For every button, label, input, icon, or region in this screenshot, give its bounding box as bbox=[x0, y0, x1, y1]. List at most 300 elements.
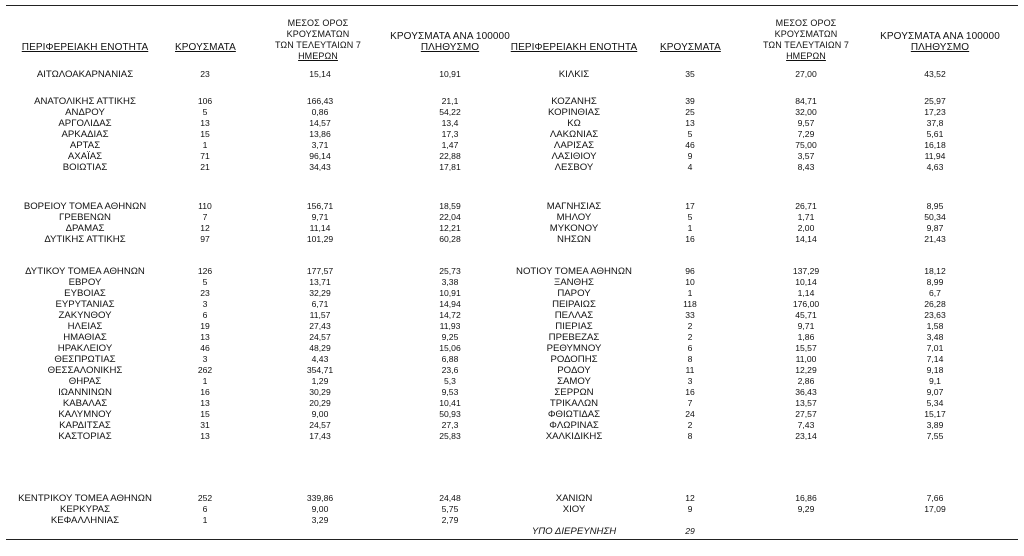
right-avg-cell: 7,43 bbox=[797, 420, 815, 430]
right-cases-cell: 33 bbox=[685, 310, 695, 320]
left-cases-cell: 13 bbox=[200, 398, 210, 408]
right-header-avg-line: ΜΕΣΟΣ ΟΡΟΣ ΚΡΟΥΣΜΑΤΩΝ bbox=[774, 18, 838, 39]
right-cases-cell: 35 bbox=[685, 69, 695, 79]
right-per100k-cell: 7,66 bbox=[926, 493, 944, 503]
left-header-avg-line: ΜΕΣΟΣ ΟΡΟΣ ΚΡΟΥΣΜΑΤΩΝ bbox=[286, 18, 350, 39]
right-table-row bbox=[0, 140, 1024, 151]
right-per100k-cell: 17,23 bbox=[924, 107, 946, 117]
right-per100k-cell: 26,28 bbox=[924, 299, 946, 309]
right-table-row bbox=[0, 376, 1024, 387]
right-region-cell: ΜΥΚΟΝΟΥ bbox=[549, 223, 599, 234]
right-header-avg bbox=[746, 18, 866, 62]
left-cases-cell: 31 bbox=[200, 420, 210, 430]
right-avg-cell: 12,29 bbox=[795, 365, 817, 375]
right-per100k-cell: 21,43 bbox=[924, 234, 946, 244]
left-per100k-cell: 50,93 bbox=[439, 409, 461, 419]
right-avg-cell: 1,86 bbox=[797, 332, 815, 342]
right-table-row bbox=[0, 266, 1024, 277]
left-cases-cell: 106 bbox=[197, 96, 213, 106]
left-avg-cell: 11,14 bbox=[309, 223, 331, 233]
left-per100k-cell: 14,94 bbox=[439, 299, 461, 309]
left-per100k-cell: 9,25 bbox=[441, 332, 459, 342]
bottom-rule bbox=[6, 539, 1018, 540]
right-avg-cell: 27,00 bbox=[795, 69, 817, 79]
right-cases-cell: 3 bbox=[687, 376, 693, 386]
right-header-avg-line: ΗΜΕΡΩΝ bbox=[786, 51, 826, 61]
left-per100k-cell: 9,53 bbox=[441, 387, 459, 397]
left-cases-cell: 3 bbox=[202, 299, 208, 309]
left-avg-cell: 24,57 bbox=[309, 420, 331, 430]
right-table-row bbox=[0, 299, 1024, 310]
left-region-cell: ΑΝΑΤΟΛΙΚΗΣ ΑΤΤΙΚΗΣ bbox=[34, 96, 136, 107]
right-per100k-cell: 1,58 bbox=[926, 321, 944, 331]
left-per100k-cell: 21,1 bbox=[441, 96, 459, 106]
right-table-row bbox=[0, 277, 1024, 288]
right-table-row bbox=[0, 212, 1024, 223]
right-region-cell: ΛΑΡΙΣΑΣ bbox=[553, 140, 595, 151]
right-region-cell: ΦΛΩΡΙΝΑΣ bbox=[549, 420, 599, 431]
right-cases-cell: 2 bbox=[687, 321, 693, 331]
right-table-row bbox=[0, 504, 1024, 515]
right-region-cell: ΡΟΔΟΥ bbox=[557, 365, 591, 376]
right-per100k-cell: 11,94 bbox=[924, 151, 946, 161]
left-region-cell: ΒΟΙΩΤΙΑΣ bbox=[62, 162, 108, 173]
left-per100k-cell: 15,06 bbox=[439, 343, 461, 353]
right-region-cell: ΥΠΟ ΔΙΕΡΕΥΝΗΣΗ bbox=[531, 526, 617, 537]
left-avg-cell: 20,29 bbox=[309, 398, 331, 408]
right-region-cell: ΚΩ bbox=[567, 118, 581, 129]
left-per100k-cell: 10,91 bbox=[439, 69, 461, 79]
left-region-cell: ΚΕΡΚΥΡΑΣ bbox=[59, 504, 110, 515]
right-cases-cell: 13 bbox=[685, 118, 695, 128]
left-region-cell: ΗΡΑΚΛΕΙΟΥ bbox=[57, 343, 113, 354]
left-region-cell: ΑΙΤΩΛΟΑΚΑΡΝΑΝΙΑΣ bbox=[36, 69, 134, 80]
right-per100k-cell: 43,52 bbox=[924, 69, 946, 79]
left-region-cell: ΘΗΡΑΣ bbox=[68, 376, 102, 387]
left-avg-cell: 3,29 bbox=[311, 515, 329, 525]
right-avg-cell: 11,00 bbox=[795, 354, 817, 364]
left-cases-cell: 23 bbox=[200, 288, 210, 298]
left-per100k-cell: 54,22 bbox=[439, 107, 461, 117]
right-table-row bbox=[0, 354, 1024, 365]
right-region-cell: ΜΗΛΟΥ bbox=[556, 212, 592, 223]
left-header-per100k-line: ΚΡΟΥΣΜΑΤΑ ΑΝΑ 100000 bbox=[390, 31, 510, 42]
right-avg-cell: 32,00 bbox=[795, 107, 817, 117]
right-per100k-cell: 9,07 bbox=[926, 387, 944, 397]
right-avg-cell: 45,71 bbox=[795, 310, 817, 320]
left-region-cell: ΕΒΡΟΥ bbox=[68, 277, 102, 288]
right-region-cell: ΧΑΛΚΙΔΙΚΗΣ bbox=[545, 431, 603, 442]
right-table-row bbox=[0, 107, 1024, 118]
left-header-region-text: ΠΕΡΙΦΕΡΕΙΑΚΗ ΕΝΟΤΗΤΑ bbox=[21, 42, 149, 53]
right-per100k-cell: 16,18 bbox=[924, 140, 946, 150]
left-per100k-cell: 6,88 bbox=[441, 354, 459, 364]
right-table-row bbox=[0, 69, 1024, 80]
right-avg-cell: 8,43 bbox=[797, 162, 815, 172]
left-avg-cell: 17,43 bbox=[309, 431, 331, 441]
left-header-cases bbox=[175, 42, 235, 53]
left-region-cell: ΕΥΒΟΙΑΣ bbox=[64, 288, 106, 299]
right-region-cell: ΠΑΡΟΥ bbox=[557, 288, 591, 299]
right-region-cell: ΝΟΤΙΟΥ ΤΟΜΕΑ ΑΘΗΝΩΝ bbox=[516, 266, 632, 277]
right-table-row bbox=[0, 431, 1024, 442]
left-cases-cell: 15 bbox=[200, 129, 210, 139]
left-cases-cell: 110 bbox=[198, 201, 212, 211]
right-region-cell: ΠΡΕΒΕΖΑΣ bbox=[548, 332, 600, 343]
left-per100k-cell: 5,3 bbox=[444, 376, 456, 386]
right-region-cell: ΜΑΓΝΗΣΙΑΣ bbox=[546, 201, 602, 212]
left-per100k-cell: 25,83 bbox=[439, 431, 461, 441]
left-region-cell: ΗΜΑΘΙΑΣ bbox=[63, 332, 107, 343]
right-avg-cell: 10,14 bbox=[795, 277, 817, 287]
left-avg-cell: 3,71 bbox=[311, 140, 329, 150]
left-region-cell: ΚΑΡΔΙΤΣΑΣ bbox=[59, 420, 111, 431]
right-cases-cell: 5 bbox=[687, 212, 693, 222]
right-per100k-cell: 9,87 bbox=[926, 223, 944, 233]
right-region-cell: ΛΑΚΩΝΙΑΣ bbox=[549, 129, 599, 140]
right-cases-cell: 2 bbox=[687, 420, 693, 430]
left-region-cell: ΘΕΣΠΡΩΤΙΑΣ bbox=[54, 354, 116, 365]
right-per100k-cell: 25,97 bbox=[924, 96, 946, 106]
right-cases-cell: 118 bbox=[683, 299, 697, 309]
right-per100k-cell: 8,95 bbox=[926, 201, 944, 211]
right-region-cell: ΧΙΟΥ bbox=[562, 504, 586, 515]
right-avg-cell: 27,57 bbox=[795, 409, 817, 419]
left-cases-cell: 23 bbox=[200, 69, 210, 79]
left-cases-cell: 1 bbox=[202, 140, 208, 150]
right-cases-cell: 24 bbox=[685, 409, 695, 419]
left-avg-cell: 354,71 bbox=[306, 365, 334, 375]
right-per100k-cell: 5,61 bbox=[926, 129, 944, 139]
right-table-row bbox=[0, 526, 1024, 537]
left-per100k-cell: 24,48 bbox=[439, 493, 461, 503]
left-header-region bbox=[10, 42, 160, 53]
right-cases-cell: 2 bbox=[687, 332, 693, 342]
left-cases-cell: 1 bbox=[202, 515, 208, 525]
right-avg-cell: 2,86 bbox=[797, 376, 815, 386]
left-region-cell: ΑΡΚΑΔΙΑΣ bbox=[61, 129, 109, 140]
left-avg-cell: 30,29 bbox=[309, 387, 331, 397]
right-avg-cell: 14,14 bbox=[795, 234, 817, 244]
right-avg-cell: 16,86 bbox=[795, 493, 817, 503]
left-cases-cell: 13 bbox=[200, 332, 210, 342]
right-region-cell: ΠΕΙΡΑΙΩΣ bbox=[552, 299, 596, 310]
left-per100k-cell: 17,81 bbox=[439, 162, 461, 172]
right-cases-cell: 96 bbox=[685, 266, 695, 276]
right-region-cell: ΡΕΘΥΜΝΟΥ bbox=[546, 343, 602, 354]
right-per100k-cell: 9,1 bbox=[929, 376, 941, 386]
right-table-row bbox=[0, 332, 1024, 343]
left-cases-cell: 262 bbox=[197, 365, 213, 375]
right-header-per100k bbox=[870, 31, 1010, 53]
right-per100k-cell: 15,17 bbox=[924, 409, 946, 419]
right-cases-cell: 6 bbox=[687, 343, 693, 353]
right-per100k-cell: 6,7 bbox=[929, 288, 941, 298]
right-per100k-cell: 7,14 bbox=[926, 354, 944, 364]
right-table-row bbox=[0, 162, 1024, 173]
right-avg-cell: 13,57 bbox=[795, 398, 817, 408]
left-avg-cell: 32,29 bbox=[309, 288, 331, 298]
right-region-cell: ΠΙΕΡΙΑΣ bbox=[555, 321, 593, 332]
right-region-cell: ΦΘΙΩΤΙΔΑΣ bbox=[547, 409, 601, 420]
left-per100k-cell: 10,41 bbox=[439, 398, 461, 408]
left-per100k-cell: 13,4 bbox=[441, 118, 459, 128]
right-avg-cell: 7,29 bbox=[797, 129, 815, 139]
right-table-row bbox=[0, 321, 1024, 332]
left-cases-cell: 3 bbox=[202, 354, 208, 364]
right-region-cell: ΤΡΙΚΑΛΩΝ bbox=[549, 398, 599, 409]
left-header-per100k-line: ΠΛΗΘΥΣΜΟ bbox=[420, 42, 480, 53]
left-header-cases-text: ΚΡΟΥΣΜΑΤΑ bbox=[175, 42, 236, 53]
left-header-avg-line: ΤΩΝ ΤΕΛΕΥΤΑΙΩΝ 7 bbox=[274, 40, 362, 50]
right-avg-cell: 9,71 bbox=[797, 321, 815, 331]
right-per100k-cell: 23,63 bbox=[924, 310, 946, 320]
right-avg-cell: 26,71 bbox=[795, 201, 817, 211]
left-region-cell: ΖΑΚΥΝΘΟΥ bbox=[58, 310, 112, 321]
right-avg-cell: 36,43 bbox=[795, 387, 817, 397]
left-cases-cell: 13 bbox=[200, 118, 210, 128]
right-cases-cell: 39 bbox=[685, 96, 695, 106]
right-table-row bbox=[0, 493, 1024, 504]
left-avg-cell: 11,57 bbox=[309, 310, 331, 320]
left-region-cell: ΙΩΑΝΝΙΝΩΝ bbox=[58, 387, 112, 398]
right-table-row bbox=[0, 118, 1024, 129]
left-avg-cell: 48,29 bbox=[309, 343, 331, 353]
left-avg-cell: 6,71 bbox=[311, 299, 329, 309]
right-per100k-cell: 17,09 bbox=[924, 504, 946, 514]
right-avg-cell: 9,57 bbox=[797, 118, 815, 128]
right-avg-cell: 2,00 bbox=[797, 223, 815, 233]
right-cases-cell: 29 bbox=[685, 526, 695, 536]
left-per100k-cell: 14,72 bbox=[439, 310, 461, 320]
left-per100k-cell: 10,91 bbox=[439, 288, 461, 298]
right-avg-cell: 137,29 bbox=[792, 266, 820, 276]
left-cases-cell: 126 bbox=[197, 266, 213, 276]
left-per100k-cell: 22,04 bbox=[439, 212, 461, 222]
left-avg-cell: 96,14 bbox=[309, 151, 331, 161]
left-avg-cell: 339,86 bbox=[306, 493, 334, 503]
right-per100k-cell: 3,48 bbox=[926, 332, 944, 342]
left-cases-cell: 15 bbox=[200, 409, 210, 419]
left-avg-cell: 15,14 bbox=[309, 69, 331, 79]
right-table-row bbox=[0, 387, 1024, 398]
left-cases-cell: 16 bbox=[200, 387, 210, 397]
left-cases-cell: 5 bbox=[202, 107, 208, 117]
left-cases-cell: 5 bbox=[202, 277, 208, 287]
right-per100k-cell: 4,63 bbox=[926, 162, 944, 172]
right-cases-cell: 17 bbox=[685, 201, 695, 211]
right-cases-cell: 25 bbox=[685, 107, 695, 117]
left-region-cell: ΑΡΤΑΣ bbox=[69, 140, 101, 151]
right-table-row bbox=[0, 420, 1024, 431]
left-region-cell: ΚΕΦΑΛΛΗΝΙΑΣ bbox=[50, 515, 120, 526]
right-avg-cell: 3,57 bbox=[797, 151, 815, 161]
right-region-cell: ΣΑΜΟΥ bbox=[557, 376, 591, 387]
right-per100k-cell: 7,01 bbox=[926, 343, 944, 353]
right-cases-cell: 1 bbox=[687, 223, 693, 233]
right-region-cell: ΠΕΛΛΑΣ bbox=[554, 310, 594, 321]
left-per100k-cell: 1,47 bbox=[441, 140, 459, 150]
right-region-cell: ΛΕΣΒΟΥ bbox=[554, 162, 594, 173]
left-cases-cell: 6 bbox=[202, 310, 208, 320]
right-table-row bbox=[0, 343, 1024, 354]
left-per100k-cell: 17,3 bbox=[441, 129, 459, 139]
left-cases-cell: 1 bbox=[202, 376, 208, 386]
left-per100k-cell: 18,59 bbox=[439, 201, 461, 211]
right-region-cell: ΚΟΖΑΝΗΣ bbox=[551, 96, 597, 107]
right-region-cell: ΞΑΝΘΗΣ bbox=[554, 277, 594, 288]
left-cases-cell: 71 bbox=[200, 151, 210, 161]
left-avg-cell: 9,00 bbox=[311, 504, 329, 514]
right-avg-cell: 23,14 bbox=[795, 431, 817, 441]
left-per100k-cell: 12,21 bbox=[439, 223, 461, 233]
right-cases-cell: 8 bbox=[687, 354, 693, 364]
left-per100k-cell: 22,88 bbox=[439, 151, 461, 161]
left-region-cell: ΓΡΕΒΕΝΩΝ bbox=[59, 212, 111, 223]
left-avg-cell: 34,43 bbox=[309, 162, 331, 172]
left-avg-cell: 24,57 bbox=[309, 332, 331, 342]
left-region-cell: ΚΑΛΥΜΝΟΥ bbox=[58, 409, 112, 420]
right-region-cell: ΣΕΡΡΩΝ bbox=[554, 387, 594, 398]
left-avg-cell: 177,57 bbox=[306, 266, 334, 276]
left-cases-cell: 7 bbox=[202, 212, 208, 222]
right-header-region bbox=[504, 42, 644, 53]
right-avg-cell: 176,00 bbox=[792, 299, 820, 309]
right-header-avg-line: ΤΩΝ ΤΕΛΕΥΤΑΙΩΝ 7 bbox=[762, 40, 850, 50]
right-table-row bbox=[0, 223, 1024, 234]
left-per100k-cell: 2,79 bbox=[441, 515, 459, 525]
right-per100k-cell: 50,34 bbox=[924, 212, 946, 222]
left-cases-cell: 19 bbox=[200, 321, 210, 331]
left-header-avg-line: ΗΜΕΡΩΝ bbox=[298, 51, 338, 61]
left-region-cell: ΚΕΝΤΡΙΚΟΥ ΤΟΜΕΑ ΑΘΗΝΩΝ bbox=[18, 493, 152, 504]
left-per100k-cell: 3,38 bbox=[441, 277, 459, 287]
right-header-per100k-line: ΠΛΗΘΥΣΜΟ bbox=[910, 42, 970, 53]
right-region-cell: ΝΗΣΩΝ bbox=[557, 234, 591, 245]
right-avg-cell: 84,71 bbox=[795, 96, 817, 106]
left-avg-cell: 166,43 bbox=[306, 96, 334, 106]
left-region-cell: ΚΑΣΤΟΡΙΑΣ bbox=[58, 431, 112, 442]
left-region-cell: ΘΕΣΣΑΛΟΝΙΚΗΣ bbox=[47, 365, 123, 376]
left-header-avg bbox=[258, 18, 378, 62]
right-avg-cell: 1,71 bbox=[797, 212, 815, 222]
right-cases-cell: 7 bbox=[687, 398, 693, 408]
right-cases-cell: 9 bbox=[687, 151, 693, 161]
left-cases-cell: 21 bbox=[200, 162, 210, 172]
right-table-row bbox=[0, 288, 1024, 299]
right-header-cases bbox=[660, 42, 720, 53]
left-cases-cell: 13 bbox=[200, 431, 210, 441]
left-per100k-cell: 23,6 bbox=[441, 365, 459, 375]
left-region-cell: ΑΝΔΡΟΥ bbox=[65, 107, 105, 118]
right-cases-cell: 1 bbox=[687, 288, 693, 298]
left-region-cell: ΔΥΤΙΚΟΥ ΤΟΜΕΑ ΑΘΗΝΩΝ bbox=[25, 266, 145, 277]
right-table-row bbox=[0, 310, 1024, 321]
left-cases-cell: 46 bbox=[200, 343, 210, 353]
left-cases-cell: 12 bbox=[200, 223, 210, 233]
right-header-region-text: ΠΕΡΙΦΕΡΕΙΑΚΗ ΕΝΟΤΗΤΑ bbox=[510, 42, 638, 53]
left-avg-cell: 4,43 bbox=[311, 354, 329, 364]
left-avg-cell: 13,86 bbox=[309, 129, 331, 139]
left-region-cell: ΔΡΑΜΑΣ bbox=[65, 223, 105, 234]
right-cases-cell: 46 bbox=[685, 140, 695, 150]
right-cases-cell: 5 bbox=[687, 129, 693, 139]
left-region-cell: ΕΥΡΥΤΑΝΙΑΣ bbox=[55, 299, 115, 310]
left-avg-cell: 14,57 bbox=[309, 118, 331, 128]
left-avg-cell: 0,86 bbox=[311, 107, 329, 117]
right-header-per100k-line: ΚΡΟΥΣΜΑΤΑ ΑΝΑ 100000 bbox=[880, 31, 1000, 42]
right-cases-cell: 16 bbox=[685, 234, 695, 244]
left-avg-cell: 13,71 bbox=[309, 277, 331, 287]
right-avg-cell: 9,29 bbox=[797, 504, 815, 514]
right-avg-cell: 75,00 bbox=[795, 140, 817, 150]
right-per100k-cell: 8,99 bbox=[926, 277, 944, 287]
right-cases-cell: 12 bbox=[685, 493, 695, 503]
right-per100k-cell: 9,18 bbox=[926, 365, 944, 375]
left-avg-cell: 1,29 bbox=[311, 376, 329, 386]
left-region-cell: ΑΧΑΪΑΣ bbox=[67, 151, 103, 162]
left-per100k-cell: 5,75 bbox=[441, 504, 459, 514]
right-region-cell: ΚΟΡΙΝΘΙΑΣ bbox=[547, 107, 601, 118]
right-table-row bbox=[0, 234, 1024, 245]
right-table-row bbox=[0, 151, 1024, 162]
left-region-cell: ΒΟΡΕΙΟΥ ΤΟΜΕΑ ΑΘΗΝΩΝ bbox=[23, 201, 147, 212]
left-per100k-cell: 60,28 bbox=[439, 234, 461, 244]
right-region-cell: ΧΑΝΙΩΝ bbox=[555, 493, 593, 504]
right-header-cases-text: ΚΡΟΥΣΜΑΤΑ bbox=[660, 42, 721, 53]
left-header-per100k bbox=[382, 31, 518, 53]
left-region-cell: ΔΥΤΙΚΗΣ ΑΤΤΙΚΗΣ bbox=[44, 234, 126, 245]
left-region-cell: ΗΛΕΙΑΣ bbox=[67, 321, 103, 332]
left-avg-cell: 9,00 bbox=[311, 409, 329, 419]
left-table-row bbox=[0, 515, 1024, 526]
right-cases-cell: 10 bbox=[685, 277, 695, 287]
right-cases-cell: 11 bbox=[685, 365, 695, 375]
right-table-row bbox=[0, 398, 1024, 409]
right-region-cell: ΡΟΔΟΠΗΣ bbox=[550, 354, 598, 365]
right-avg-cell: 15,57 bbox=[795, 343, 817, 353]
right-region-cell: ΚΙΛΚΙΣ bbox=[558, 69, 590, 80]
top-rule bbox=[6, 5, 1018, 6]
right-region-cell: ΛΑΣΙΘΙΟΥ bbox=[551, 151, 597, 162]
right-per100k-cell: 7,55 bbox=[926, 431, 944, 441]
left-avg-cell: 9,71 bbox=[311, 212, 329, 222]
left-per100k-cell: 25,73 bbox=[439, 266, 461, 276]
left-avg-cell: 101,29 bbox=[306, 234, 334, 244]
right-cases-cell: 16 bbox=[685, 387, 695, 397]
right-cases-cell: 4 bbox=[687, 162, 693, 172]
right-table-row bbox=[0, 409, 1024, 420]
left-region-cell: ΚΑΒΑΛΑΣ bbox=[62, 398, 108, 409]
left-avg-cell: 27,43 bbox=[309, 321, 331, 331]
right-table-row bbox=[0, 129, 1024, 140]
left-cases-cell: 97 bbox=[200, 234, 210, 244]
right-per100k-cell: 18,12 bbox=[924, 266, 946, 276]
left-region-cell: ΑΡΓΟΛΙΔΑΣ bbox=[58, 118, 112, 129]
right-per100k-cell: 5,34 bbox=[926, 398, 944, 408]
left-per100k-cell: 27,3 bbox=[441, 420, 459, 430]
right-table-row bbox=[0, 96, 1024, 107]
left-cases-cell: 252 bbox=[197, 493, 213, 503]
right-table-row bbox=[0, 201, 1024, 212]
right-cases-cell: 9 bbox=[687, 504, 693, 514]
right-avg-cell: 1,14 bbox=[797, 288, 815, 298]
right-cases-cell: 8 bbox=[687, 431, 693, 441]
left-per100k-cell: 11,93 bbox=[439, 321, 461, 331]
right-table-row bbox=[0, 365, 1024, 376]
right-per100k-cell: 3,89 bbox=[926, 420, 944, 430]
left-cases-cell: 6 bbox=[202, 504, 208, 514]
